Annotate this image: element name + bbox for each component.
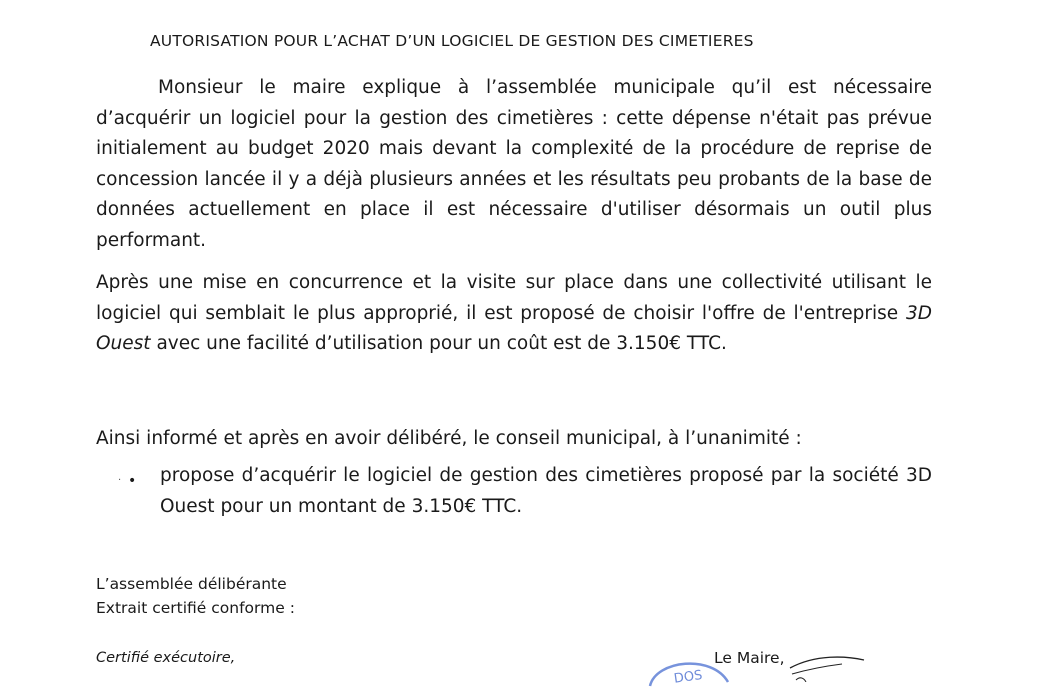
company-name: 3D Ouest [96,302,932,354]
document-title: AUTORISATION POUR L’ACHAT D’UN LOGICIEL DE GESTION DES CIMETIERES [150,32,754,50]
decision-list-item: propose d’acquérir le logiciel de gestion des cimetières proposé par la société 3D Ouest pour un montant de 3.150€ TTC. [160,465,932,517]
paragraph-intro: Monsieur le maire explique à l’assemblée municipale qu’il est nécessaire d’acquérir un logiciel pour la gestion des cimetières : cette dépense n'était pas prévue initialement au budget 2020 mais devant la complexité de la procédure de reprise de concession lancée il y a déjà plusieurs années et les résultats peu probants de la base de données actuellement en place il est nécessaire d'utiliser désormais un outil plus performant. [96,77,932,251]
bullet-icon: • [128,473,137,489]
paragraph-offer [96,268,932,360]
assembly-line: L’assemblée délibérante [96,575,287,593]
paragraph-offer-text-after: avec une facilité d’utilisation pour un coût est de 3.150€ TTC. [150,333,727,354]
stamp-text: DOS [673,667,704,687]
paragraph-decision: Ainsi informé et après en avoir délibéré, le conseil municipal, à l’unanimité : [96,428,802,449]
extract-line: Extrait certifié conforme : [96,599,295,617]
handwritten-signature [786,652,966,682]
paragraph-offer-text-before: Après une mise en concurrence et la visite sur place dans une collectivité utilisant le logiciel qui semblait le plus approprié, il est proposé de choisir l'offre de l'entreprise [96,272,932,324]
stray-mark: · [118,475,122,486]
certified-line: Certifié exécutoire, [96,650,236,666]
mayor-signature-label: Le Maire, [714,649,785,667]
